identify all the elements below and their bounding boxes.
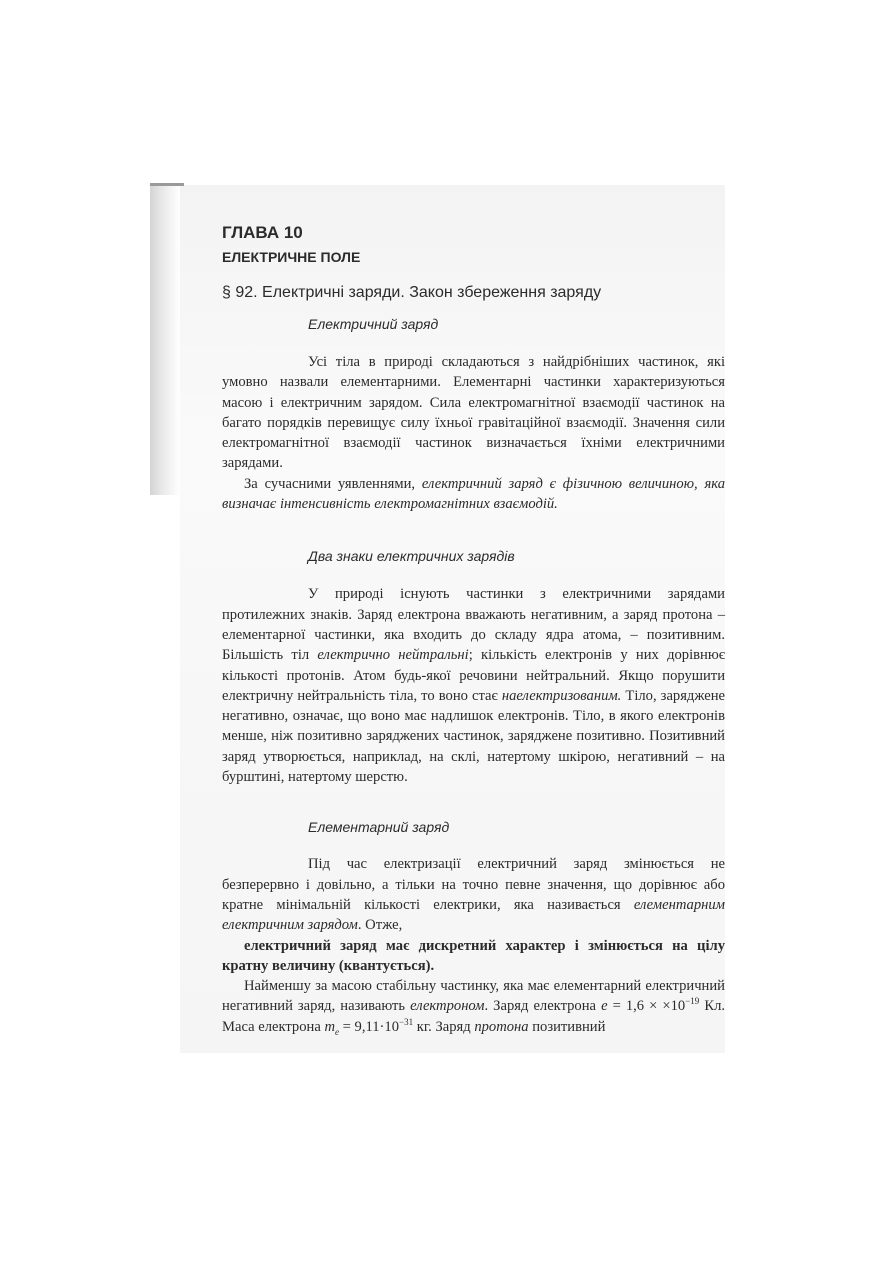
italic-definition: електричний заряд є фізичною величиною, яка визначає інтенсивність електромагнітних взаємодій. — [222, 475, 725, 513]
subheading-electric-charge: Електричний заряд — [308, 316, 439, 332]
paragraph-two-signs — [222, 584, 725, 787]
paragraph-text: За сучасними уявленнями, — [244, 475, 422, 492]
chapter-title: ЕЛЕКТРИЧНЕ ПОЛЕ — [222, 249, 361, 265]
paragraph-electron — [222, 976, 725, 1037]
paragraph-text: Найменшу за масою стабільну частинку, яка має елементарний електричний негативний заряд, називають — [222, 978, 725, 1015]
formula-symbol: m — [324, 1018, 336, 1035]
paragraph-charge-definition — [222, 474, 725, 515]
paragraph-text: Під час електризації електричний заряд змінюється не безперервно і довільно, а тільки на точно певне значення, що дорівнює або кратне мінімальній кількості електрики, яка називається — [222, 856, 725, 913]
scan-edge-mark — [150, 183, 184, 186]
chapter-label: ГЛАВА 10 — [222, 223, 303, 242]
paragraph-text: Усі тіла в природі складаються з найдрібніших частинок, які умовно назвали елементарними. Елементарні частинки характеризуються масою і електричним зарядом. Сила електромагнітної взаємодії частинок на багато порядків перевищує силу їхньої гравітаційної взаємодії. Значення сили електромагнітної взаємодії частинок визначається їхніми електричними зарядами. — [222, 354, 725, 472]
formula-symbol: e — [601, 998, 608, 1015]
italic-term: електрично нейтральні — [317, 647, 469, 664]
subheading-two-signs: Два знаки електричних зарядів — [308, 548, 515, 565]
formula-subscript: e — [335, 1026, 340, 1037]
bold-statement: електричний заряд має дискретний характер і змінюється на цілу кратну величину (квантується). — [222, 937, 725, 974]
paragraph-elementary-particles — [222, 352, 725, 474]
page-content — [222, 222, 725, 1037]
italic-term: електроном — [410, 998, 485, 1015]
paragraph-text: Тіло, заряджене негативно, означає, що воно має надлишок електронів. Тіло, в якого електронів менше, ніж позитивно заряджених частинок, заряджене позитивно. Позитивний заряд утворюється, наприклад, на склі, натертому шкірою, негативний – на бурштині, натертому шерстю. — [222, 687, 726, 786]
paragraph-text: . Заряд електрона — [484, 998, 602, 1015]
paragraph-text: кг. Заряд — [413, 1018, 475, 1035]
section-title: § 92. Електричні заряди. Закон збереження заряду — [222, 284, 602, 301]
italic-term: елементарним електричним зарядом — [222, 896, 725, 934]
subheading-elementary-charge: Елементарний заряд — [308, 819, 450, 836]
paragraph-elementary-charge — [222, 854, 725, 935]
italic-term: протона — [474, 1018, 529, 1035]
italic-term: наелектризованим. — [501, 687, 622, 704]
scan-edge-shadow — [150, 183, 180, 495]
formula-value: = 9,11·10 — [339, 1018, 399, 1035]
paragraph-text: ; кількість електронів у них дорівнює кількості протонів. Атом будь-якої речовини нейтральний. Якщо порушити електричну нейтральність тіла, то воно стає — [222, 647, 726, 704]
paragraph-text: . Отже, — [357, 917, 403, 934]
paragraph-text: Кл. Маса електрона — [222, 998, 725, 1035]
formula-exponent: −31 — [399, 1016, 414, 1027]
formula-value: = 1,6 × ×10 — [607, 998, 686, 1015]
formula-exponent: −19 — [685, 996, 700, 1007]
paragraph-text: позитивний — [528, 1018, 606, 1035]
paragraph-text: У природі існують частинки з електричними зарядами протилежних знаків. Заряд електрона вважають негативним, а заряд протона – елементарної частинки, яка входить до складу ядра атома, – позитивним. Більшість тіл — [222, 586, 725, 664]
